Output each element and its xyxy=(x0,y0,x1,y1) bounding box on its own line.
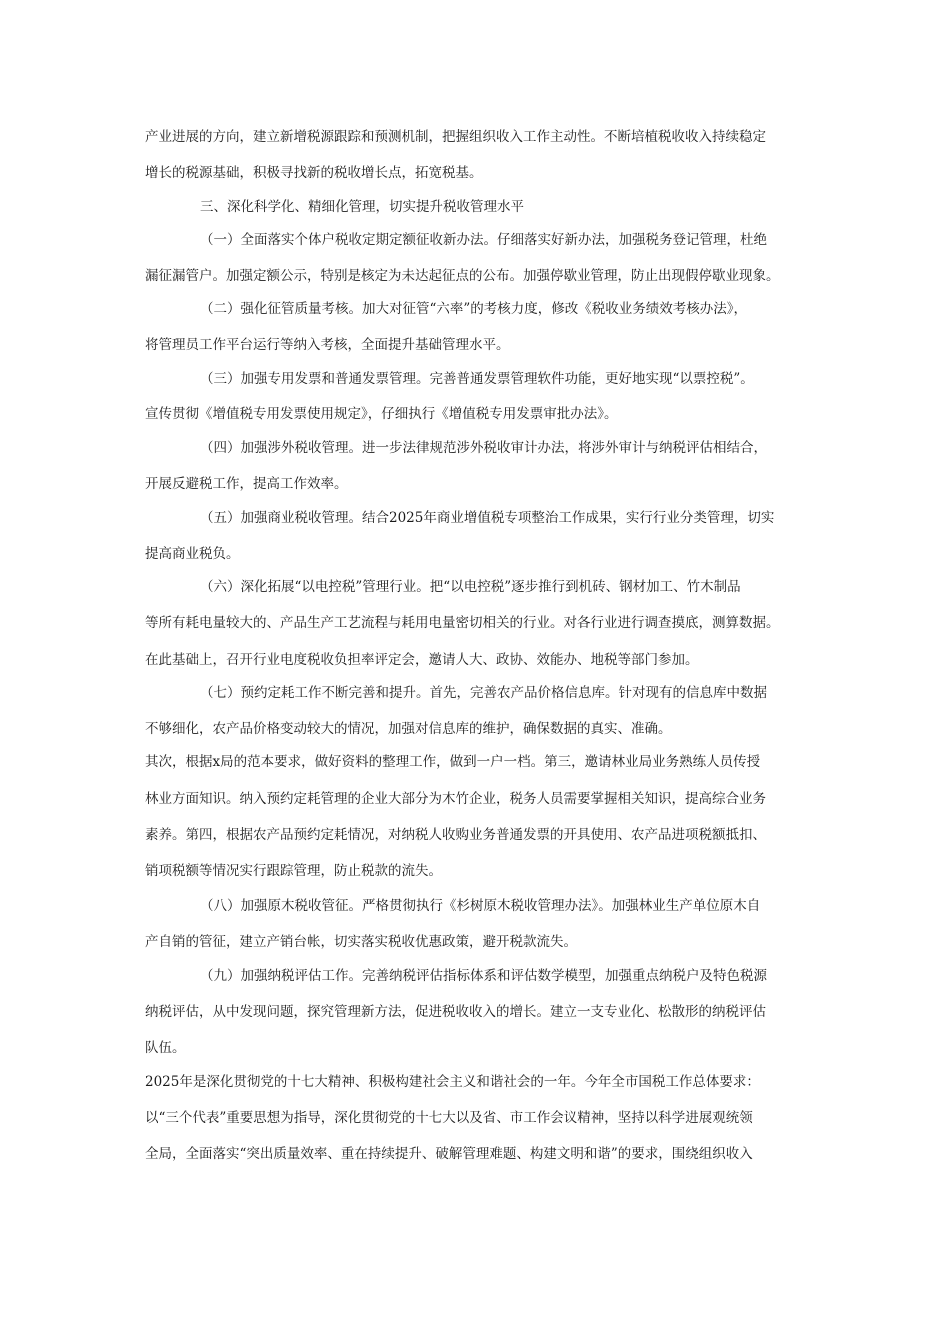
paragraph-line: 不够细化，农产品价格变动较大的情况，加强对信息库的维护，确保数据的真实、准确。 xyxy=(145,721,672,737)
paragraph-line: 开展反避税工作，提高工作效率。 xyxy=(145,476,348,492)
paragraph-line: 宣传贯彻《增值税专用发票使用规定》，仔细执行《增值税专用发票审批办法》。 xyxy=(145,406,618,422)
paragraph-line: （五）加强商业税收管理。结合2025年商业增值税专项整治工作成果，实行行业分类管理，切实 xyxy=(200,510,775,526)
paragraph-line: 漏征漏管户。加强定额公示，特别是核定为未达起征点的公布。加强停歇业管理，防止出现假停歇业现象。 xyxy=(145,268,780,284)
paragraph-line: 销项税额等情况实行跟踪管理，防止税款的流失。 xyxy=(145,863,442,879)
paragraph-line: （九）加强纳税评估工作。完善纳税评估指标体系和评估数学模型，加强重点纳税户及特色税源 xyxy=(200,968,767,984)
paragraph-line: 产业进展的方向，建立新增税源跟踪和预测机制，把握组织收入工作主动性。不断培植税收收入持续稳定 xyxy=(145,129,766,145)
paragraph-line: 提高商业税负。 xyxy=(145,546,240,562)
paragraph-line: 增长的税源基础，积极寻找新的税收增长点，拓宽税基。 xyxy=(145,165,483,181)
paragraph-line: （四）加强涉外税收管理。进一步法律规范涉外税收审计办法，将涉外审计与纳税评估相结合， xyxy=(200,440,767,456)
paragraph-line: 其次，根据x局的范本要求，做好资料的整理工作，做到一户一档。第三，邀请林业局业务熟练人员传授 xyxy=(145,754,761,770)
paragraph-line: （七）预约定耗工作不断完善和提升。首先，完善农产品价格信息库。针对现有的信息库中数据 xyxy=(200,685,767,701)
paragraph-line: （二）强化征管质量考核。加大对征管“六率”的考核力度，修改《税收业务绩效考核办法》， xyxy=(200,301,748,317)
paragraph-line: 在此基础上，召开行业电度税收负担率评定会，邀请人大、政协、效能办、地税等部门参加。 xyxy=(145,652,699,668)
paragraph-line: 林业方面知识。纳入预约定耗管理的企业大部分为木竹企业，税务人员需要掌握相关知识，提高综合业务 xyxy=(145,791,766,807)
paragraph-line: 产自销的管征，建立产销台帐，切实落实税收优惠政策，避开税款流失。 xyxy=(145,934,577,950)
paragraph-line: 素养。第四，根据农产品预约定耗情况，对纳税人收购业务普通发票的开具使用、农产品进项税额抵扣、 xyxy=(145,827,766,843)
paragraph-line: 纳税评估，从中发现问题，探究管理新方法，促进税收收入的增长。建立一支专业化、松散形的纳税评估 xyxy=(145,1004,766,1020)
paragraph-line: 将管理员工作平台运行等纳入考核，全面提升基础管理水平。 xyxy=(145,337,510,353)
section-heading: 三、深化科学化、精细化管理，切实提升税收管理水平 xyxy=(200,199,524,215)
paragraph-line: 全局，全面落实“突出质量效率、重在持续提升、破解管理难题、构建文明和谐”的要求，围绕组织收入 xyxy=(145,1146,753,1162)
paragraph-line: 队伍。 xyxy=(145,1040,186,1056)
paragraph-line: （六）深化拓展“以电控税”管理行业。把“以电控税”逐步推行到机砖、钢材加工、竹木制品 xyxy=(200,579,741,595)
paragraph-line: 2025年是深化贯彻党的十七大精神、积极构建社会主义和谐社会的一年。今年全市国税工作总体要求： xyxy=(145,1074,760,1090)
paragraph-line: （八）加强原木税收管征。严格贯彻执行《杉树原木税收管理办法》。加强林业生产单位原木自 xyxy=(200,898,761,914)
paragraph-line: （三）加强专用发票和普通发票管理。完善普通发票管理软件功能，更好地实现“以票控税”。 xyxy=(200,371,754,387)
paragraph-line: 以“三个代表”重要思想为指导，深化贯彻党的十七大以及省、市工作会议精神，坚持以科学进展观统领 xyxy=(145,1110,753,1126)
paragraph-line: （一）全面落实个体户税收定期定额征收新办法。仔细落实好新办法，加强税务登记管理，杜绝 xyxy=(200,232,767,248)
paragraph-line: 等所有耗电量较大的、产品生产工艺流程与耗用电量密切相关的行业。对各行业进行调查摸底，测算数据。 xyxy=(145,615,780,631)
